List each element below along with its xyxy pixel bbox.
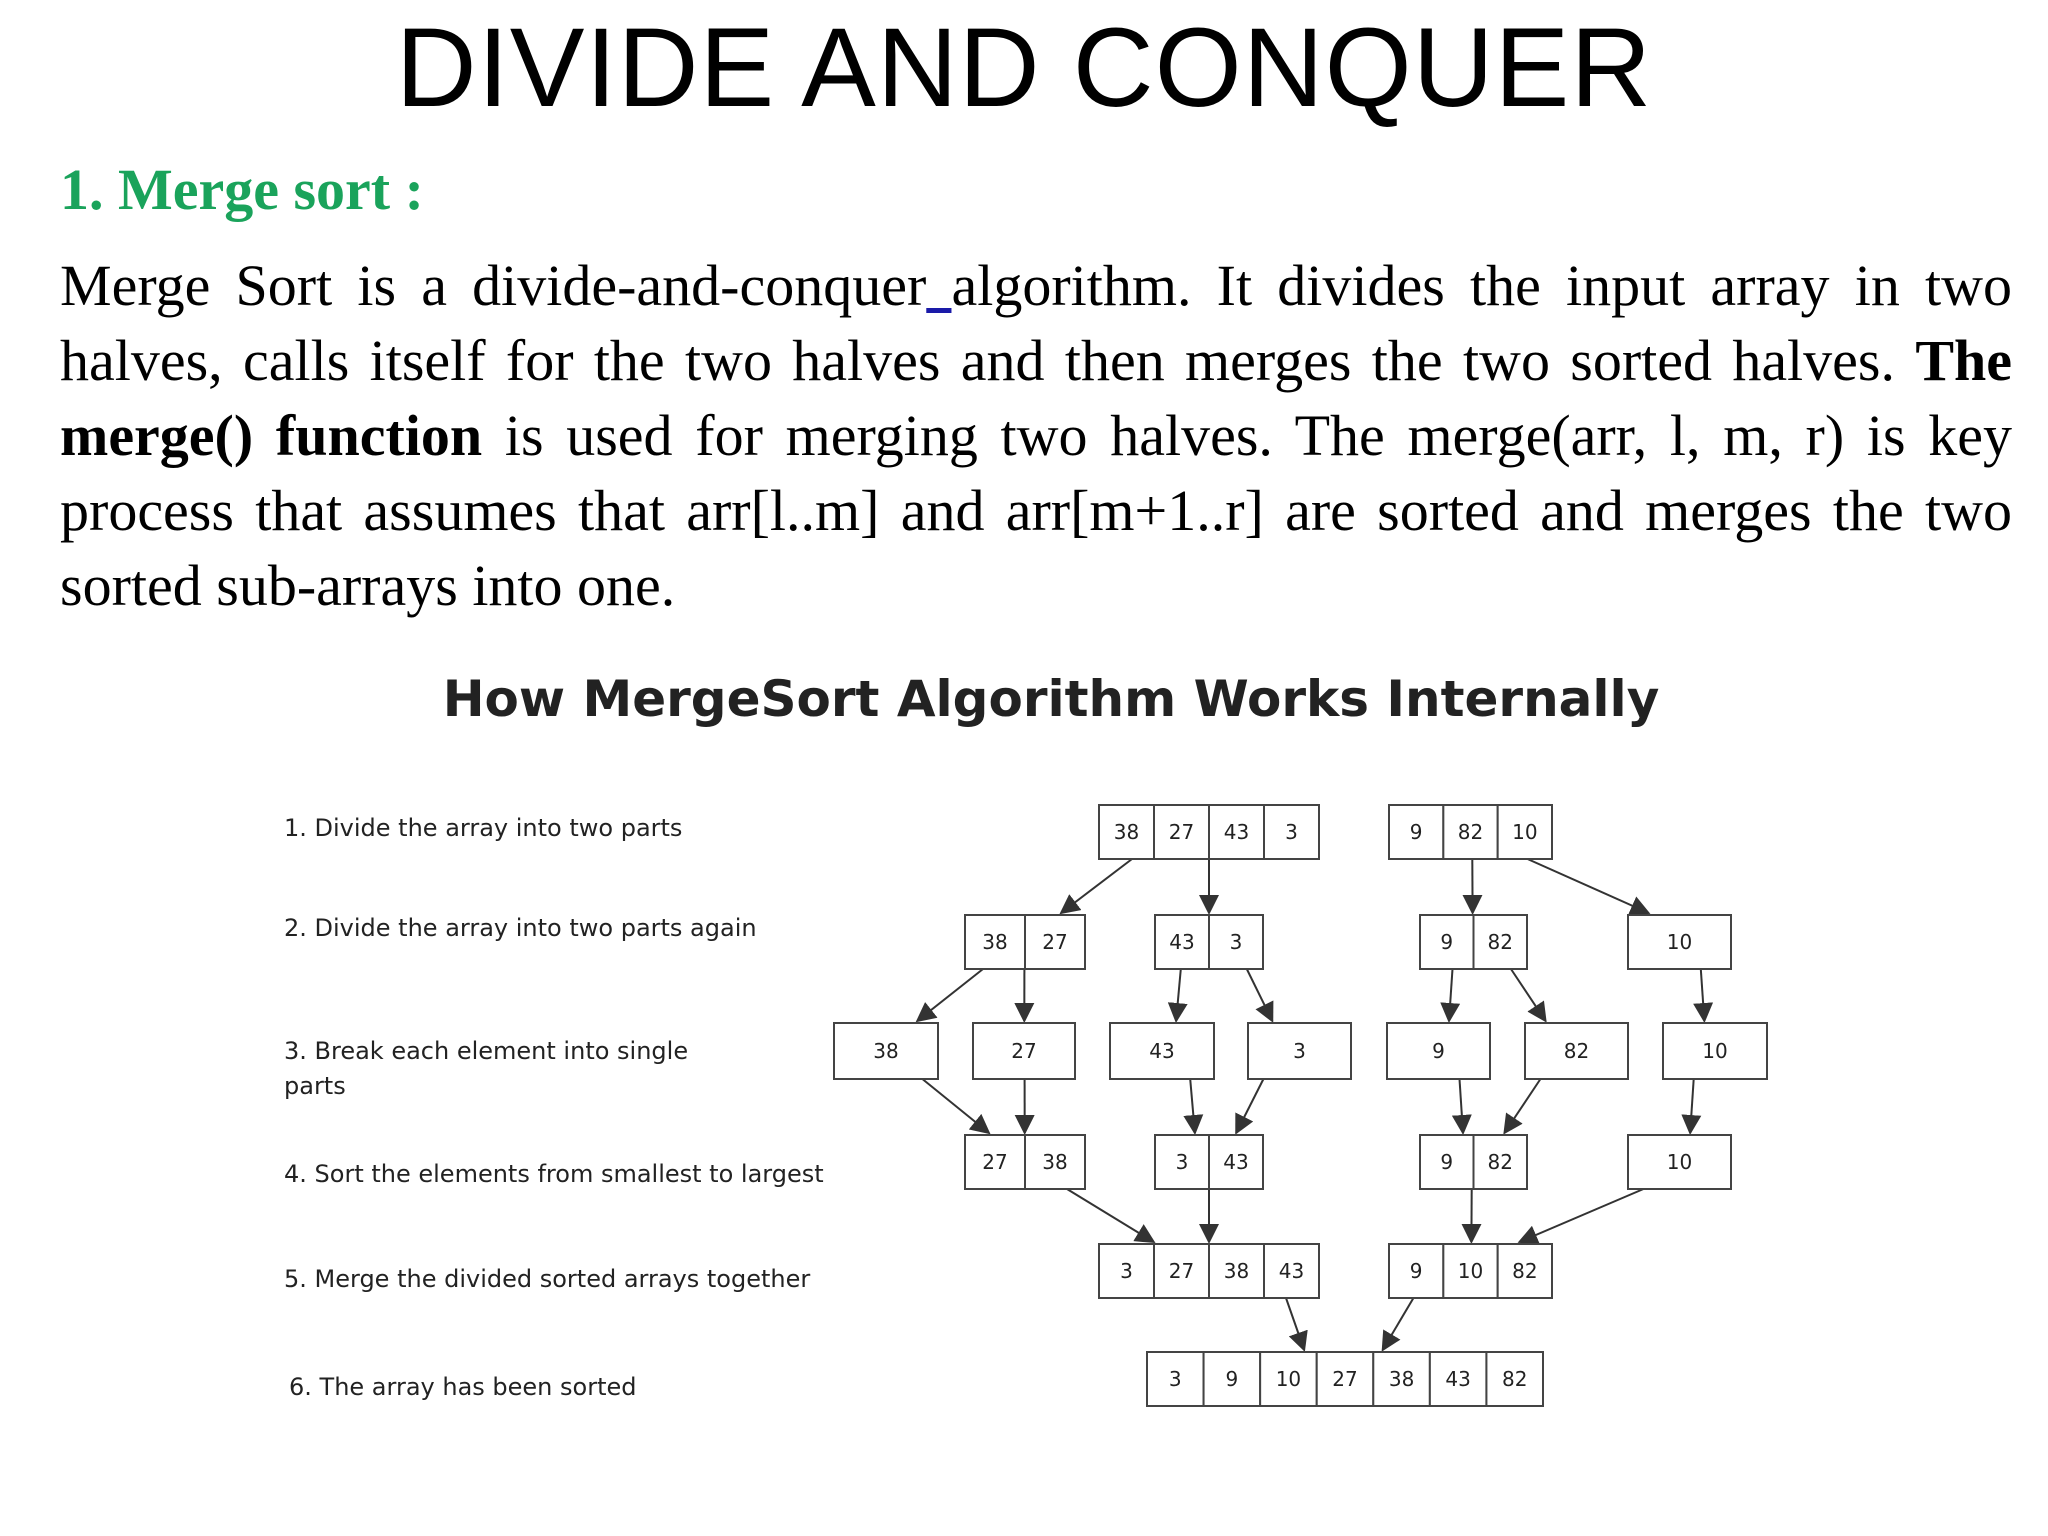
connector-arrow <box>1460 1079 1464 1133</box>
connector-arrow <box>1383 1298 1414 1350</box>
array-value: 10 <box>1666 930 1693 954</box>
array-value: 38 <box>1113 820 1140 844</box>
paragraph-text-1: Merge Sort is a divide-and-conquer <box>60 253 927 318</box>
array-value: 3 <box>1120 1259 1133 1283</box>
array-value: 43 <box>1223 1150 1249 1174</box>
step-5-label: 5. Merge the divided sorted arrays together <box>284 1265 811 1293</box>
figure-title: How MergeSort Algorithm Works Internally <box>442 670 1660 728</box>
array-value: 10 <box>1512 820 1538 844</box>
array-value: 10 <box>1275 1367 1302 1391</box>
array-value: 9 <box>1225 1367 1239 1391</box>
array-value: 9 <box>1409 820 1423 844</box>
section-heading: 1. Merge sort : <box>60 157 424 222</box>
connector-arrow <box>1236 1079 1263 1133</box>
connector-arrow <box>1449 969 1453 1021</box>
array-value: 43 <box>1169 930 1195 954</box>
array-value: 82 <box>1501 1367 1528 1391</box>
step-3-label-cont: parts <box>284 1072 346 1100</box>
array-value: 82 <box>1563 1039 1590 1063</box>
array-value: 9 <box>1440 1150 1454 1174</box>
array-value: 9 <box>1432 1039 1445 1063</box>
paragraph-text-3: is used for merging two halves. The merge(arr, l, m, r) is key process that assumes that arr[l..m] and arr[m+1..r] are sorted and merges the two sorted sub-arrays into one. <box>60 403 2012 618</box>
step-6-label: 6. The array has been sorted <box>289 1373 637 1401</box>
connector-arrow <box>922 1079 989 1133</box>
connector-arrow <box>1061 859 1132 913</box>
connector-arrow <box>917 969 983 1021</box>
array-value: 38 <box>1223 1259 1250 1283</box>
array-value: 9 <box>1409 1259 1423 1283</box>
array-value: 27 <box>1168 820 1195 844</box>
connector-arrow <box>1247 969 1273 1021</box>
array-value: 43 <box>1223 820 1250 844</box>
connector-arrow <box>1701 969 1705 1021</box>
array-value: 3 <box>1175 1150 1189 1174</box>
connector-arrow <box>1519 1189 1643 1242</box>
connector-arrow <box>1528 859 1649 913</box>
array-value: 43 <box>1445 1367 1471 1391</box>
step-3-label: 3. Break each element into single <box>284 1037 689 1065</box>
connector-arrow <box>1504 1079 1540 1133</box>
slide-title: DIVIDE AND CONQUER <box>395 5 1653 130</box>
connector-arrow <box>1190 1079 1195 1133</box>
step-1-label: 1. Divide the array into two parts <box>284 814 683 842</box>
array-value: 38 <box>982 930 1008 954</box>
connector-arrow <box>1067 1189 1154 1242</box>
array-value: 43 <box>1149 1039 1175 1063</box>
array-value: 82 <box>1457 820 1484 844</box>
array-value: 38 <box>1042 1150 1068 1174</box>
array-value: 38 <box>873 1039 899 1063</box>
array-value: 10 <box>1702 1039 1728 1063</box>
array-value: 27 <box>1332 1367 1358 1391</box>
paragraph-bold: The merge() function <box>60 328 2012 468</box>
boxes <box>834 805 1767 1406</box>
connector-arrow <box>1690 1079 1694 1133</box>
array-value: 27 <box>1011 1039 1037 1063</box>
array-value: 3 <box>1168 1367 1182 1391</box>
array-value: 82 <box>1487 1150 1513 1174</box>
paragraph-text-2: algorithm. It divides the input array in two halves, calls itself for the two halves and then merges the two sorted halves. <box>60 253 2012 393</box>
connector-arrow <box>1286 1298 1304 1350</box>
array-value: 27 <box>1168 1259 1195 1283</box>
array-value: 27 <box>1042 930 1068 954</box>
array-value: 43 <box>1278 1259 1305 1283</box>
array-value: 82 <box>1512 1259 1538 1283</box>
connector-arrow <box>1511 969 1546 1021</box>
array-value: 10 <box>1457 1259 1484 1283</box>
step-2-label: 2. Divide the array into two parts again <box>284 914 757 942</box>
step-4-label: 4. Sort the elements from smallest to largest <box>284 1160 824 1188</box>
connector-arrow <box>1176 969 1181 1021</box>
array-value: 3 <box>1293 1039 1306 1063</box>
array-value: 38 <box>1388 1367 1415 1391</box>
array-value: 10 <box>1666 1150 1693 1174</box>
array-value: 82 <box>1487 930 1513 954</box>
array-value: 3 <box>1229 930 1243 954</box>
array-value: 3 <box>1285 820 1298 844</box>
array-value: 9 <box>1440 930 1454 954</box>
array-value: 27 <box>982 1150 1008 1174</box>
